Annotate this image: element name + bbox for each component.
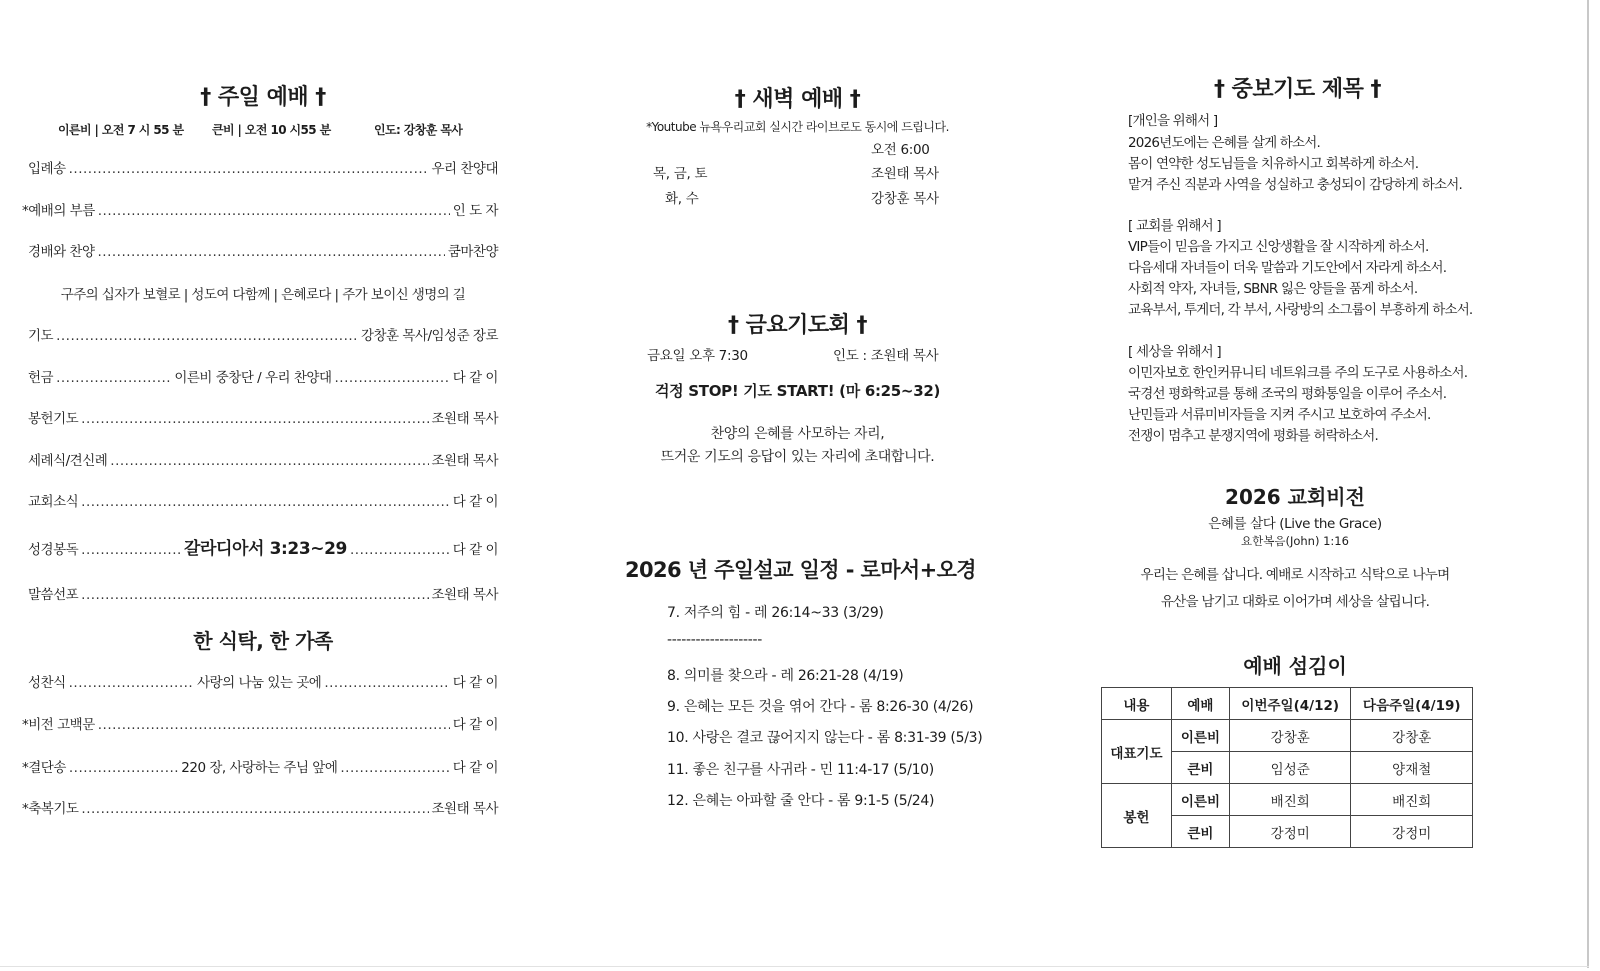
sermon-divider: --------------------	[667, 632, 763, 648]
name-cell: 강창훈	[1351, 720, 1473, 752]
prayer-item: 2026년도에는 은혜를 살게 하소서.	[1128, 135, 1321, 151]
prayer-item: 사회적 약자, 자녀들, SBNR 잃은 양들을 품게 하소서.	[1128, 281, 1418, 297]
prayer-item: 다음세대 자녀들이 더욱 말씀과 기도안에서 자라게 하소서.	[1128, 260, 1447, 276]
table-row	[1102, 784, 1473, 816]
header-cell: 이번주일(4/12)	[1229, 688, 1350, 720]
friday-invite-line: 찬양의 은혜를 사모하는 자리,	[710, 426, 885, 442]
prayer-item: 이민자보호 한인커뮤니티 네트워크를 주의 도구로 사용하소서.	[1128, 365, 1468, 381]
table-row	[1102, 720, 1473, 752]
servers-table	[1101, 687, 1473, 848]
praise-songs: 구주의 십자가 보혈로 | 성도여 다함께 | 은혜로다 | 주가 보이신 생명의 길	[60, 287, 466, 303]
prayer-item: 난민들과 서류미비자들을 지켜 주시고 보호하여 주소서.	[1128, 407, 1431, 423]
service-cell: 큰비	[1171, 816, 1229, 848]
friday-invite-line: 뜨거운 기도의 응답이 있는 자리에 초대합니다.	[660, 449, 935, 465]
page-edge-bottom	[0, 966, 1589, 967]
header-cell: 내용	[1102, 688, 1172, 720]
order-item: *예배의 부름 ..... 인 도 자	[22, 199, 498, 221]
servers-title: 예배 섬김이	[1243, 654, 1347, 678]
sermon-item: 12. 은혜는 아파할 줄 안다 - 롬 9:1-5 (5/24)	[667, 793, 935, 809]
sermon-item: 7. 저주의 힘 - 레 26:14~33 (3/29)	[667, 605, 884, 621]
vision-title: 2026 교회비전	[1225, 485, 1365, 509]
prayer-item: 몸이 연약한 성도님들을 치유하시고 회복하게 하소서.	[1128, 156, 1419, 172]
service-cell: 이른비	[1171, 720, 1229, 752]
vision-statement: 우리는 은혜를 삽니다. 예배로 시작하고 식탁으로 나누며	[1140, 567, 1450, 583]
youtube-note: *Youtube 뉴욕우리교회 실시간 라이브로도 동시에 드립니다.	[646, 120, 949, 134]
prayer-item: 국경선 평화학교를 통해 조국의 평화통일을 이루어 주소서.	[1128, 386, 1447, 402]
order-item-scripture: 성경봉독 ..... 갈라디아서 3:23~29 ..... 다 같 이	[28, 534, 498, 556]
prayer-item: 전쟁이 멈추고 분쟁지역에 평화를 허락하소서.	[1128, 428, 1379, 444]
order-item: 말씀선포 ..... 조원태 목사	[28, 583, 498, 605]
intercession-title: † 중보기도 제목 †	[1214, 77, 1381, 102]
one-table-title: 한 식탁, 한 가족	[193, 629, 333, 653]
order-item: 입례송 ..... 우리 찬양대	[28, 157, 498, 179]
service-cell: 큰비	[1171, 752, 1229, 784]
dawn-time: 오전 6:00	[871, 142, 930, 158]
sermon-item: 11. 좋은 친구를 사귀라 - 민 11:4-17 (5/10)	[667, 762, 934, 778]
name-cell: 임성준	[1229, 752, 1350, 784]
service-leader: 인도: 강창훈 목사	[374, 123, 463, 137]
order-item: 봉헌기도 ..... 조원태 목사	[28, 407, 498, 429]
sermon-item: 10. 사랑은 결코 끊어지지 않는다 - 롬 8:31-39 (5/3)	[667, 730, 983, 746]
order-item: 경배와 찬양 ..... 쿰마찬양	[28, 240, 498, 262]
group-cell: 봉헌	[1102, 784, 1172, 848]
sunday-service-title: † 주일 예배 †	[200, 85, 326, 110]
dawn-leader: 강창훈 목사	[871, 191, 939, 207]
group-cell: 대표기도	[1102, 720, 1172, 784]
table-header-row	[1102, 688, 1473, 720]
order-item: 세례식/견신례 ..... 조원태 목사	[28, 449, 498, 471]
friday-leader: 인도 : 조원태 목사	[833, 348, 939, 364]
name-cell: 강정미	[1229, 816, 1350, 848]
scripture-reading: 갈라디아서 3:23~29	[183, 539, 347, 559]
order-item: *결단송 ..... 220 장, 사랑하는 주님 앞에 ..... 다 같 이	[22, 756, 498, 778]
order-item: *비전 고백문 ..... 다 같 이	[22, 713, 498, 735]
name-cell: 배진희	[1229, 784, 1350, 816]
early-service-time: 이른비 | 오전 7 시 55 분	[58, 123, 184, 137]
dawn-leader: 조원태 목사	[871, 166, 939, 182]
world-heading: [ 세상을 위해서 ]	[1128, 344, 1221, 360]
page-edge-right	[1587, 0, 1589, 968]
vision-subtitle: 은혜를 살다 (Live the Grace)	[1208, 516, 1382, 532]
name-cell: 강정미	[1351, 816, 1473, 848]
prayer-item: 맡겨 주신 직분과 사역을 성실하고 충성되이 감당하게 하소서.	[1128, 177, 1462, 193]
vision-statement: 유산을 남기고 대화로 이어가며 세상을 살립니다.	[1160, 594, 1430, 610]
service-cell: 이른비	[1171, 784, 1229, 816]
name-cell: 강창훈	[1229, 720, 1350, 752]
header-cell: 다음주일(4/19)	[1351, 688, 1473, 720]
vision-verse: 요한복음(John) 1:16	[1241, 534, 1349, 548]
order-item: *축복기도 ..... 조원태 목사	[22, 797, 498, 819]
personal-heading: [개인을 위해서 ]	[1128, 113, 1218, 129]
name-cell: 양재철	[1351, 752, 1473, 784]
prayer-item: 교육부서, 투게더, 각 부서, 사랑방의 소그룹이 부흥하게 하소서.	[1128, 302, 1473, 318]
order-item: 기도 ..... 강창훈 목사/임성준 장로	[28, 324, 498, 346]
friday-slogan: 걱정 STOP! 기도 START! (마 6:25~32)	[654, 382, 941, 400]
friday-time: 금요일 오후 7:30	[647, 348, 748, 364]
friday-prayer-title: † 금요기도회 †	[727, 313, 868, 338]
main-service-time: 큰비 | 오전 10 시55 분	[212, 123, 331, 137]
order-item: 교회소식 ..... 다 같 이	[28, 490, 498, 512]
header-cell: 예배	[1171, 688, 1229, 720]
dawn-days: 목, 금, 토	[653, 166, 708, 182]
prayer-item: VIP들이 믿음을 가지고 신앙생활을 잘 시작하게 하소서.	[1128, 239, 1429, 255]
sermon-schedule-title: 2026 년 주일설교 일정 - 로마서+오경	[625, 558, 976, 582]
church-heading: [ 교회를 위해서 ]	[1128, 218, 1221, 234]
sermon-item: 8. 의미를 찾으라 - 레 26:21-28 (4/19)	[667, 668, 904, 684]
dawn-days: 화, 수	[665, 191, 699, 207]
order-item: 헌금 ..... 이른비 중창단 / 우리 찬양대 ..... 다 같 이	[28, 366, 498, 388]
sermon-item: 9. 은혜는 모든 것을 엮어 간다 - 롬 8:26-30 (4/26)	[667, 699, 974, 715]
name-cell: 배진희	[1351, 784, 1473, 816]
dawn-service-title: † 새벽 예배 †	[734, 87, 861, 112]
order-item: 성찬식 ..... 사랑의 나눔 있는 곳에 ..... 다 같 이	[28, 671, 498, 693]
